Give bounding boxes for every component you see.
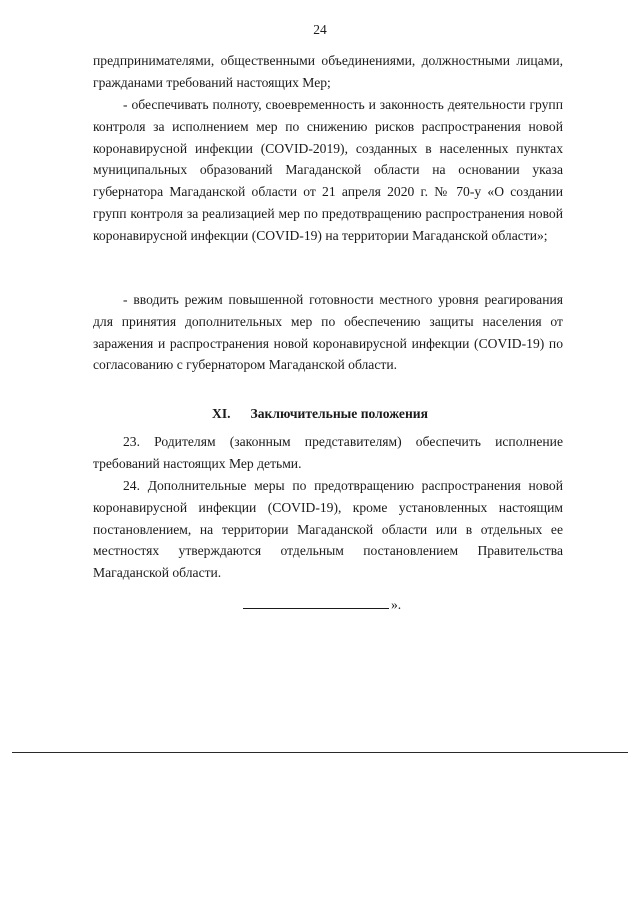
bullet-item-2	[93, 289, 563, 376]
closing-quote-mark: ».	[391, 597, 402, 612]
section-title: Заключительные положения	[250, 406, 428, 421]
footer-rule	[12, 752, 628, 753]
section-heading	[0, 406, 640, 422]
closing-line	[243, 597, 401, 613]
paragraph-24	[93, 475, 563, 584]
bullet-item-2-text: - вводить режим повышенной готовности местного уровня реагирования для принятия дополнительных мер по обеспечению защиты населения от заражения и распространения новой коронавирусной инфекции (COVID-19) по согласованию с губернатором Магаданской области.	[93, 292, 563, 373]
page-number: 24	[313, 22, 327, 37]
continuation-text: предпринимателями, общественными объединениями, должностными лицами, гражданами требований настоящих Мер;	[93, 53, 563, 90]
continuation-paragraph	[93, 50, 563, 94]
paragraph-23	[93, 431, 563, 475]
paragraph-24-text: 24. Дополнительные меры по предотвращению распространения новой коронавирусной инфекции (COVID-19), кроме установленных настоящим постановлением, на территории Магаданской области или в отдельных ее местностях утверждаются отдельным постановлением Правительства Магаданской области.	[93, 478, 563, 581]
bullet-item-1	[93, 94, 563, 247]
section-number: XI.	[212, 406, 231, 421]
paragraph-23-text: 23. Родителям (законным представителям) обеспечить исполнение требований настоящих Мер детьми.	[93, 434, 563, 471]
signature-blank-line	[243, 598, 389, 609]
bullet-item-1-text: - обеспечивать полноту, своевременность и законность деятельности групп контроля за исполнением мер по снижению рисков распространения новой коронавирусной инфекции (COVID-2019), созданных в населенных пунктах муниципальных образований Магаданской области на основании указа губернатора Магаданской области от 21 апреля 2020 г. № 70-у «О создании групп контроля за реализацией мер по предотвращению распространения новой коронавирусной инфекции (COVID-19) на территории Магаданской области»;	[93, 97, 563, 243]
